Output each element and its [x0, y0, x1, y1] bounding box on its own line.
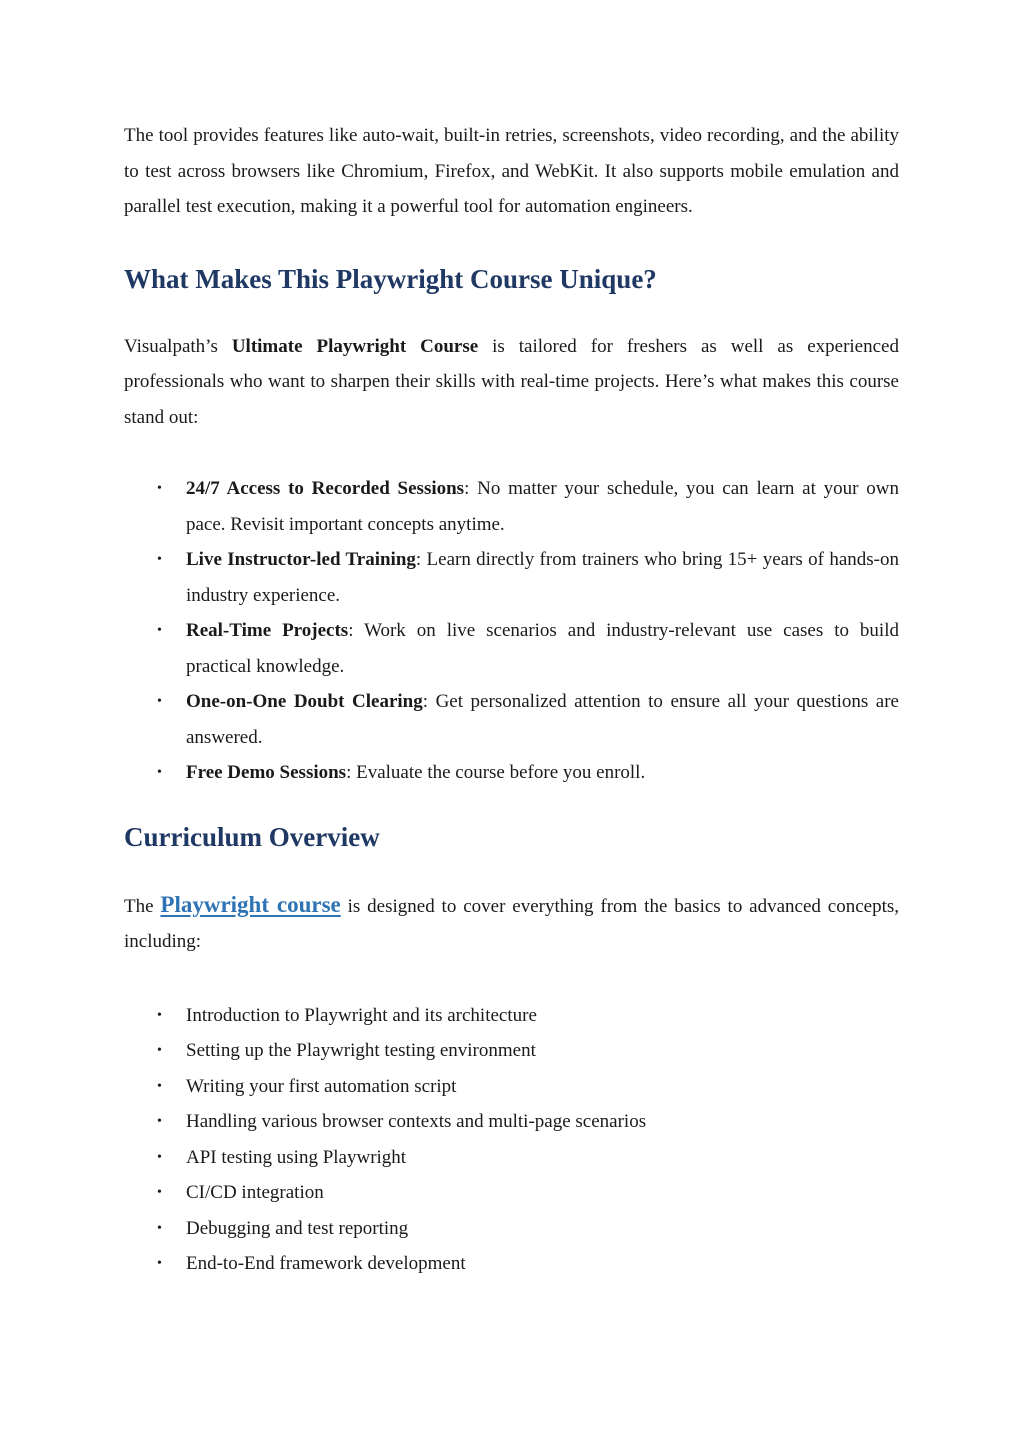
- feature-item: [124, 684, 899, 755]
- bullet-icon: •: [157, 1256, 162, 1271]
- unique-para-suffix: is tailored for freshers as well as experienced professionals who want to sharpen their skills with real-time projects. Here’s what makes this course stand out:: [124, 335, 899, 428]
- feature-title: Real-Time Projects: [186, 620, 349, 641]
- topic-text: Setting up the Playwright testing environment: [186, 1040, 536, 1061]
- topic-item: [124, 1033, 899, 1069]
- bullet-icon: •: [157, 1149, 162, 1165]
- bullet-icon: •: [157, 1220, 162, 1236]
- feature-text: : Evaluate the course before you enroll.: [346, 762, 646, 783]
- feature-title: 24/7 Access to Recorded Sessions: [186, 478, 465, 499]
- bullet-icon: •: [157, 1007, 162, 1023]
- topic-item: [124, 1140, 899, 1176]
- curriculum-para-suffix: is designed to cover everything from the basics to advanced concepts, including:: [124, 895, 900, 952]
- unique-paragraph: [124, 329, 899, 436]
- feature-text: : Work on live scenarios and industry-relevant use cases to build practical knowledge.: [186, 620, 899, 677]
- topic-text: API testing using Playwright: [186, 1146, 407, 1168]
- topic-text: End-to-End framework development: [186, 1253, 466, 1274]
- section-heading-unique: What Makes This Playwright Course Unique?: [124, 263, 657, 294]
- feature-text: : Learn directly from trainers who bring 15+ years of hands-on industry experience.: [186, 549, 899, 606]
- feature-text: : No matter your schedule, you can learn at your own pace. Revisit important concepts anytime.: [186, 478, 899, 535]
- bullet-icon: •: [157, 1043, 162, 1058]
- topic-text: Handling various browser contexts and multi-page scenarios: [186, 1111, 647, 1132]
- topic-item: [124, 1104, 899, 1140]
- topic-item: [124, 1175, 899, 1211]
- bullet-icon: •: [157, 481, 162, 496]
- topic-item: [124, 1211, 899, 1247]
- playwright-course-link[interactable]: Playwright course: [160, 891, 341, 917]
- topic-text: Debugging and test reporting: [186, 1217, 409, 1239]
- feature-item: [124, 613, 899, 684]
- bullet-icon: •: [157, 623, 162, 638]
- bullet-icon: •: [157, 1185, 162, 1200]
- feature-item: [124, 755, 899, 791]
- topic-item: [124, 1246, 899, 1282]
- feature-item: [124, 542, 899, 613]
- topic-item: [124, 1069, 899, 1105]
- feature-item: [124, 471, 899, 542]
- unique-para-prefix: Visualpath’s: [124, 335, 232, 357]
- feature-text: : Get personalized attention to ensure all your questions are answered.: [186, 691, 899, 748]
- bullet-icon: •: [157, 1078, 162, 1094]
- features-list: [124, 471, 899, 791]
- bullet-icon: •: [157, 1114, 162, 1129]
- curriculum-paragraph: [124, 887, 899, 960]
- bullet-icon: •: [157, 694, 162, 709]
- topic-text: CI/CD integration: [186, 1182, 324, 1203]
- bullet-icon: •: [157, 552, 162, 567]
- topic-item: [124, 998, 899, 1034]
- bullet-icon: •: [157, 765, 162, 780]
- document-body: [124, 118, 899, 1282]
- topic-text: Introduction to Playwright and its architecture: [186, 1004, 537, 1026]
- curriculum-para-prefix: The: [124, 895, 161, 917]
- intro-paragraph: The tool provides features like auto-wait, built-in retries, screenshots, video recording, and the ability to test across browsers like Chromium, Firefox, and WebKit. It also supports mobile emulation and parallel test execution, making it a powerful tool for automation engineers.: [124, 125, 899, 217]
- feature-title: Free Demo Sessions: [186, 762, 347, 783]
- topic-text: Writing your first automation script: [186, 1075, 457, 1097]
- course-name-bold: Ultimate Playwright Course: [231, 335, 479, 357]
- section-heading-curriculum: Curriculum Overview: [124, 821, 380, 852]
- feature-title: Live Instructor-led Training: [186, 549, 416, 570]
- topics-list: [124, 998, 899, 1282]
- feature-title: One-on-One Doubt Clearing: [186, 691, 423, 712]
